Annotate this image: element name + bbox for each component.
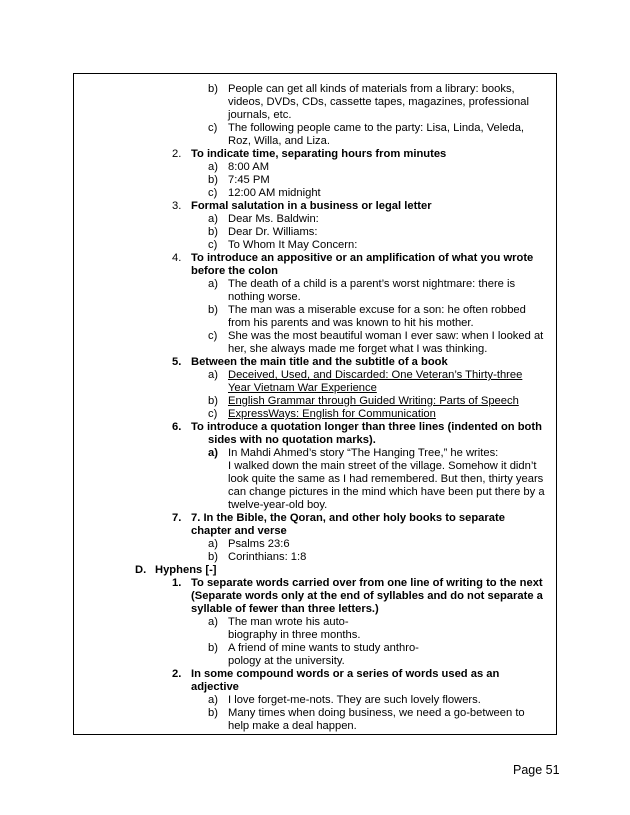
list-item-text: syllable of fewer than three letters.)	[191, 603, 379, 615]
list-item-text: journals, etc.	[228, 109, 292, 121]
list-marker: 2.	[172, 668, 182, 680]
list-marker: c)	[208, 122, 218, 134]
list-item-text: 7:45 PM	[228, 174, 270, 186]
list-marker: a)	[208, 161, 218, 173]
list-item-text: To introduce an appositive or an amplification of what you wrote	[191, 252, 534, 264]
list-item-text: Dear Dr. Williams:	[228, 226, 318, 238]
list-marker: a)	[208, 447, 218, 459]
list-item-text: Deceived, Used, and Discarded: One Veteran’s Thirty-three	[228, 369, 523, 381]
list-item-text: In some compound words or a series of words used as an	[191, 668, 500, 680]
list-item-text: In Mahdi Ahmed’s story “The Hanging Tree,” he writes:	[228, 447, 499, 459]
list-marker: 1.	[172, 577, 182, 589]
list-marker: b)	[208, 395, 218, 407]
list-item-text: videos, DVDs, CDs, cassette tapes, magazines, professional	[228, 96, 529, 108]
list-item-text: To introduce a quotation longer than three lines (indented on both	[191, 421, 542, 433]
list-item-text: twelve-year-old boy.	[228, 499, 328, 511]
list-item-text: 8:00 AM	[228, 161, 270, 173]
list-item-text: The following people came to the party: Lisa, Linda, Veleda,	[228, 122, 525, 134]
list-marker: c)	[208, 330, 218, 342]
list-item-text: Roz, Willa, and Liza.	[228, 135, 330, 147]
list-marker: b)	[208, 226, 218, 238]
list-item-text: To Whom It May Concern:	[228, 239, 358, 251]
list-item-text: 7. In the Bible, the Qoran, and other holy books to separate	[191, 512, 505, 524]
list-marker: 3.	[172, 200, 182, 212]
list-item-text: pology at the university.	[228, 655, 345, 667]
list-marker: b)	[208, 174, 218, 186]
list-marker: b)	[208, 83, 218, 95]
list-item-text: Many times when doing business, we need a go-between to	[228, 707, 525, 719]
list-item-text: To indicate time, separating hours from minutes	[191, 148, 447, 160]
list-marker: b)	[208, 707, 218, 719]
list-item-text: She was the most beautiful woman I ever saw: when I looked at	[228, 330, 544, 342]
list-item-text: The death of a child is a parent’s worst nightmare: there is	[228, 278, 516, 290]
list-item-text: To separate words carried over from one line of writing to the next	[191, 577, 543, 589]
list-item-text: Corinthians: 1:8	[228, 551, 307, 563]
list-item-text: Psalms 23:6	[228, 538, 290, 550]
list-marker: 5.	[172, 356, 182, 368]
list-marker: b)	[208, 551, 218, 563]
list-item-text: 12:00 AM midnight	[228, 187, 321, 199]
list-marker: a)	[208, 694, 218, 706]
list-item-text: The man was a miserable excuse for a son: he often robbed	[228, 304, 526, 316]
list-marker: a)	[208, 278, 218, 290]
list-item-text: Hyphens [-]	[155, 564, 217, 576]
list-marker: c)	[208, 187, 218, 199]
list-marker: a)	[208, 213, 218, 225]
list-item-text: English Grammar through Guided Writing: Parts of Speech	[228, 395, 519, 407]
list-marker: 4.	[172, 252, 182, 264]
list-item-text: Between the main title and the subtitle of a book	[191, 356, 448, 368]
list-marker: b)	[208, 304, 218, 316]
list-item-text: chapter and verse	[191, 525, 287, 537]
list-marker: a)	[208, 616, 218, 628]
list-marker: D.	[135, 564, 147, 576]
list-marker: 7.	[172, 512, 182, 524]
list-item-text: Year Vietnam War Experience	[228, 382, 377, 394]
list-marker: a)	[208, 369, 218, 381]
list-item-text: ExpressWays: English for Communication	[228, 408, 436, 420]
list-item-text: Formal salutation in a business or legal letter	[191, 200, 432, 212]
list-item-text: Dear Ms. Baldwin:	[228, 213, 319, 225]
list-marker: c)	[208, 408, 218, 420]
page-number: Page 51	[513, 763, 560, 777]
list-item-text: (Separate words only at the end of syllables and do not separate a	[191, 590, 543, 602]
list-marker: b)	[208, 642, 218, 654]
list-item-text: nothing worse.	[228, 291, 301, 303]
list-item-text: sides with no quotation marks).	[208, 434, 376, 446]
list-item-text: The man wrote his auto-	[228, 616, 349, 628]
list-item-text: can change pictures in the mind which have been put there by a	[228, 486, 545, 498]
list-marker: 2.	[172, 148, 182, 160]
list-item-text: look quite the same as I had remembered. But then, thirty years	[228, 473, 544, 485]
list-item-text: her, she always made me forget what I was thinking.	[228, 343, 488, 355]
list-item-text: I love forget-me-nots. They are such lovely flowers.	[228, 694, 481, 706]
list-item-text: adjective	[191, 681, 239, 693]
list-marker: 6.	[172, 421, 182, 433]
list-item-text: help make a deal happen.	[228, 720, 357, 732]
list-item-text: I walked down the main street of the village. Somehow it didn’t	[228, 460, 537, 472]
list-item-text: before the colon	[191, 265, 279, 277]
list-marker: a)	[208, 538, 218, 550]
list-item-text: biography in three months.	[228, 629, 361, 641]
list-item-text: from his parents and was known to hit his mother.	[228, 317, 474, 329]
list-item-text: A friend of mine wants to study anthro-	[228, 642, 419, 654]
list-marker: c)	[208, 239, 218, 251]
list-item-text: People can get all kinds of materials from a library: books,	[228, 83, 515, 95]
